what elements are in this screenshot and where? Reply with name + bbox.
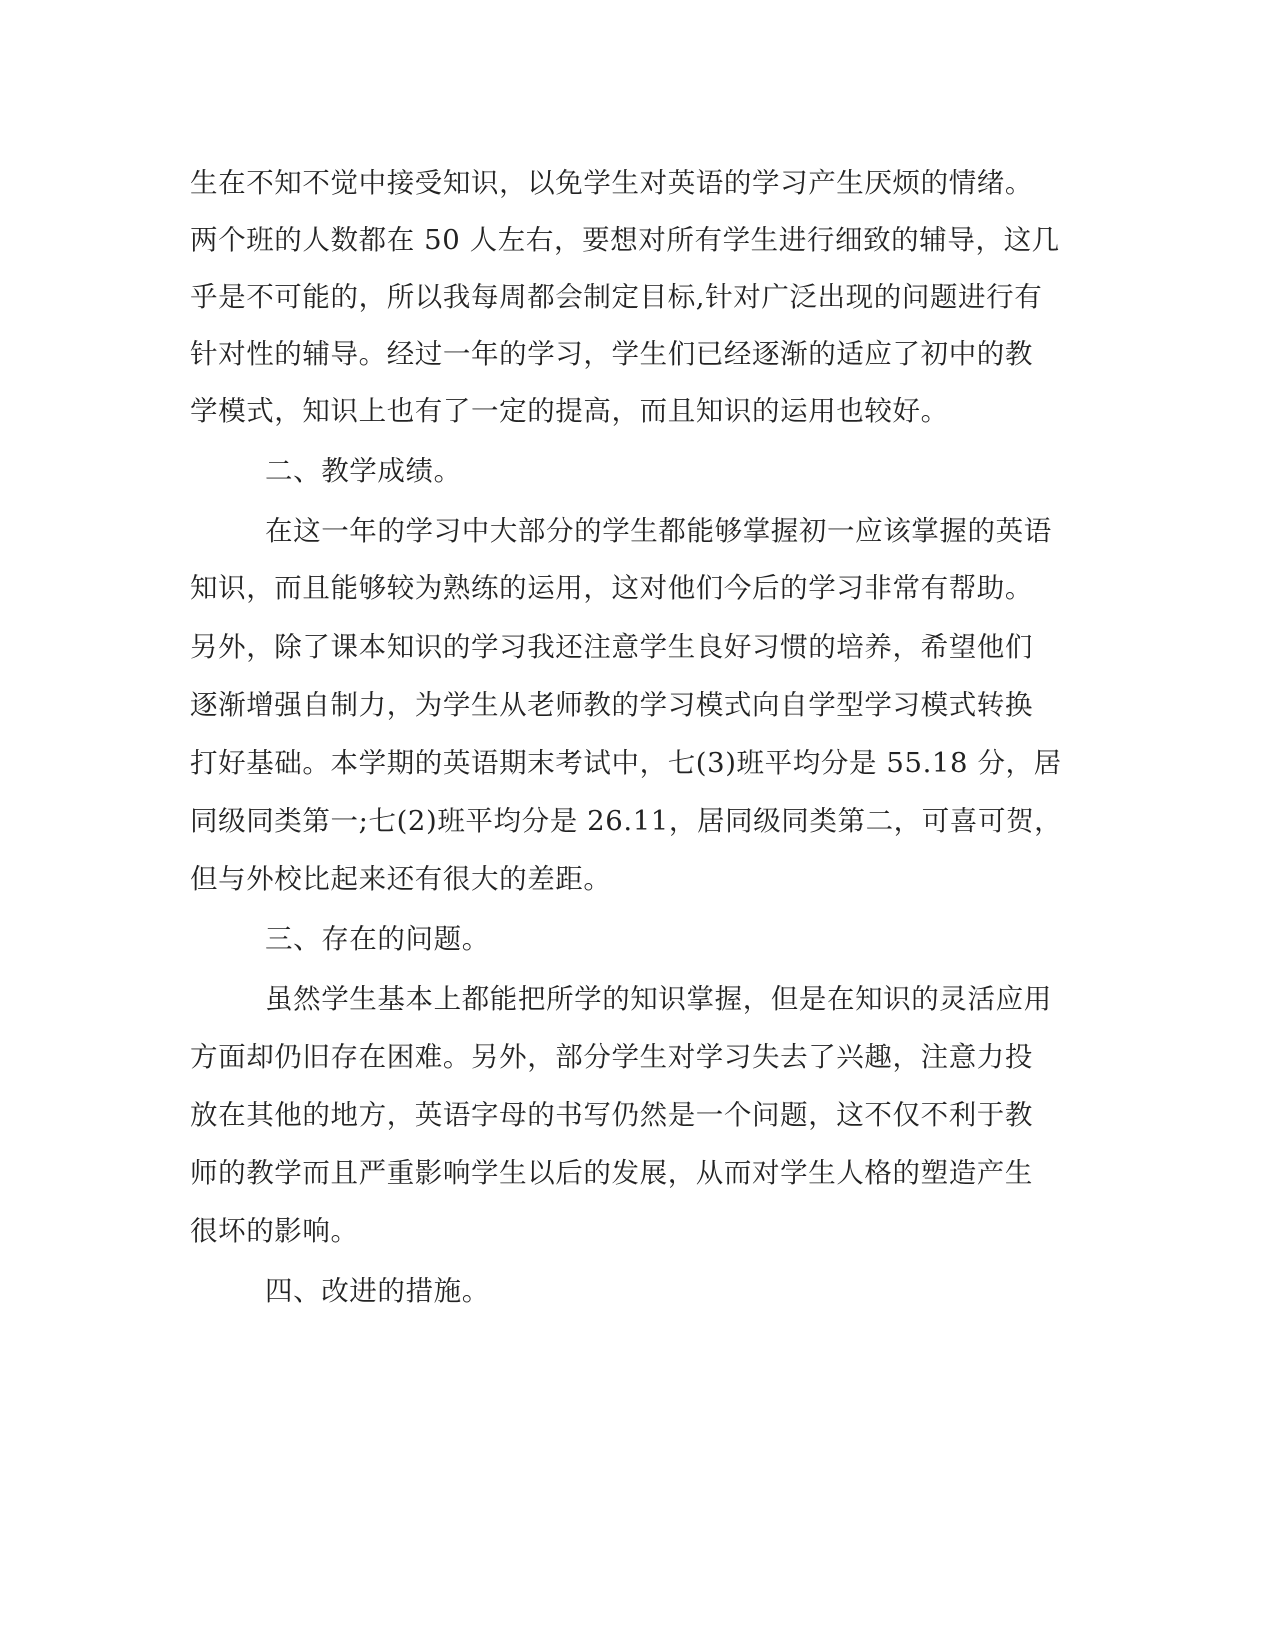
paragraph-line: 知识，而且能够较为熟练的运用，这对他们今后的学习非常有帮助。 [190,572,1033,604]
section-heading-3: 三、存在的问题。 [265,923,490,955]
paragraph-line: 学模式，知识上也有了一定的提高，而且知识的运用也较好。 [190,395,949,427]
paragraph-line: 师的教学而且严重影响学生以后的发展，从而对学生人格的塑造产生 [190,1157,1033,1189]
paragraph-line: 放在其他的地方，英语字母的书写仍然是一个问题，这不仅不利于教 [190,1099,1033,1131]
paragraph-line: 生在不知不觉中接受知识，以免学生对英语的学习产生厌烦的情绪。 [190,167,1033,199]
paragraph-line: 两个班的人数都在 50 人左右，要想对所有学生进行细致的辅导，这几 [190,224,1060,256]
paragraph-line: 乎是不可能的，所以我每周都会制定目标,针对广泛出现的问题进行有 [190,281,1043,313]
paragraph-line: 在这一年的学习中大部分的学生都能够掌握初一应该掌握的英语 [265,515,1052,547]
paragraph-line: 方面却仍旧存在困难。另外，部分学生对学习失去了兴趣，注意力投 [190,1041,1033,1073]
paragraph-line: 但与外校比起来还有很大的差距。 [190,863,612,895]
paragraph-line: 另外，除了课本知识的学习我还注意学生良好习惯的培养，希望他们 [190,631,1033,663]
section-heading-4: 四、改进的措施。 [265,1275,490,1307]
paragraph-line: 很坏的影响。 [190,1215,359,1247]
paragraph-line: 逐渐增强自制力，为学生从老师教的学习模式向自学型学习模式转换 [190,689,1033,721]
paragraph-line: 针对性的辅导。经过一年的学习，学生们已经逐渐的适应了初中的教 [190,338,1033,370]
section-heading-2: 二、教学成绩。 [265,455,462,487]
paragraph-line: 虽然学生基本上都能把所学的知识掌握，但是在知识的灵活应用 [265,983,1052,1015]
paragraph-line: 同级同类第一;七(2)班平均分是 26.11，居同级同类第二，可喜可贺， [190,805,1063,837]
paragraph-line: 打好基础。本学期的英语期末考试中，七(3)班平均分是 55.18 分，居 [190,747,1062,779]
